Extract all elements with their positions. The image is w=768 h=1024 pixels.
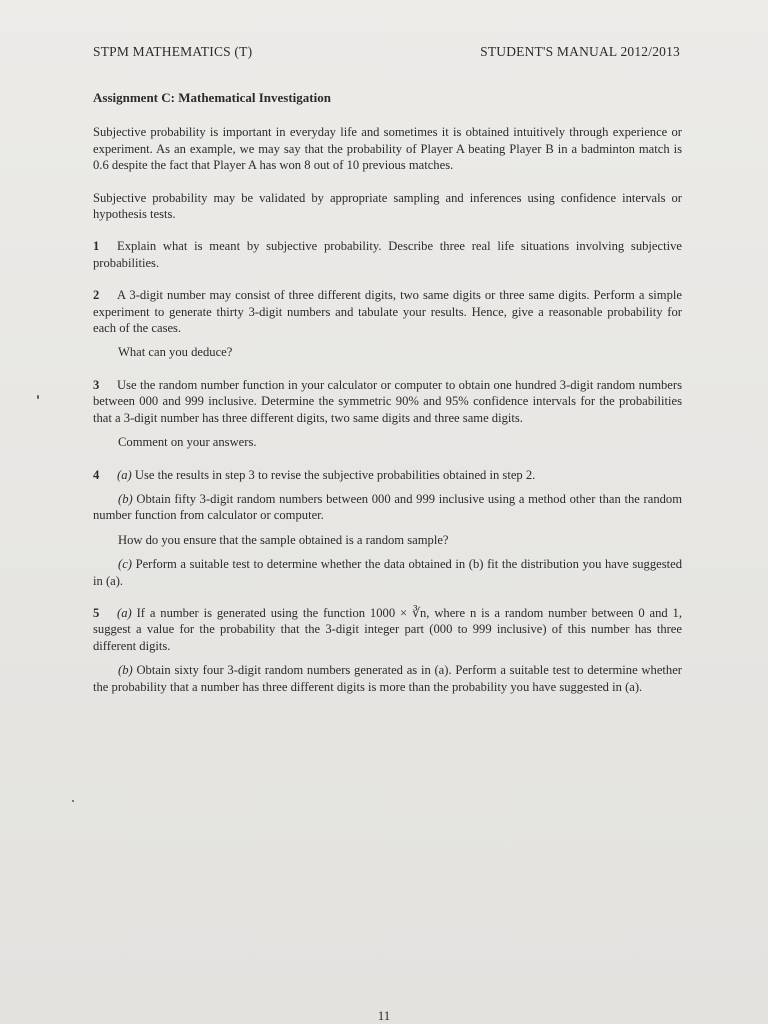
question-number: 2 <box>93 288 100 303</box>
question-5 <box>93 605 682 695</box>
document-body <box>93 90 682 711</box>
intro-paragraph-1: Subjective probability is important in everyday life and sometimes it is obtained intuitively through experience or experiment. As an example, we may say that the probability of Player A beating Player B in a badminton match is 0.6 despite the fact that Player A has won 8 out of 10 previous matches. <box>93 125 682 173</box>
question-number: 3 <box>93 377 100 392</box>
question-2 <box>93 287 682 361</box>
page-header <box>93 44 680 60</box>
assignment-title: Assignment C: Mathematical Investigation <box>93 90 331 105</box>
question-follow-up: What can you deduce? <box>118 345 233 360</box>
part-b-text: Obtain fifty 3-digit random numbers between 000 and 999 inclusive using a method other than the random number function from calculator or computer. <box>93 491 683 523</box>
question-4 <box>93 467 682 589</box>
intro-paragraph-2: Subjective probability may be validated by appropriate sampling and inferences using confidence intervals or hypothesis tests. <box>93 190 682 222</box>
part-a-text: Use the results in step 3 to revise the subjective probabilities obtained in step 2. <box>134 467 536 482</box>
part-label: (b) <box>118 663 133 678</box>
part-a-text-start: If a number is generated using the function 1000 × <box>136 605 412 620</box>
part-label: (c) <box>118 557 132 572</box>
part-label: (a) <box>117 605 132 620</box>
part-b <box>93 491 682 524</box>
question-follow-up: Comment on your answers. <box>118 435 257 450</box>
speck-mark <box>72 800 74 802</box>
question-number: 4 <box>93 467 100 482</box>
question-text: Explain what is meant by subjective probability. Describe three real life situations involving subjective probabilities. <box>93 239 682 270</box>
question-text: A 3-digit number may consist of three different digits, two same digits or three same digits. Perform a simple experiment to generate thirty 3-digit numbers and tabulate your results. Hence, give a reasonable probability for each of the cases. <box>93 288 682 336</box>
part-label: (b) <box>118 491 133 506</box>
question-3 <box>93 377 682 451</box>
header-manual: STUDENT'S MANUAL 2012/2013 <box>480 44 680 59</box>
part-b-follow-up: How do you ensure that the sample obtained is a random sample? <box>118 532 449 547</box>
part-c-text: Perform a suitable test to determine whether the data obtained in (b) fit the distribution you have suggested in (a). <box>93 557 682 588</box>
speck-mark <box>37 395 39 399</box>
question-1 <box>93 238 682 271</box>
question-number: 5 <box>93 605 100 620</box>
cube-root-formula: ∛n <box>411 605 427 620</box>
part-c <box>93 556 682 589</box>
part-b-text: Obtain sixty four 3-digit random numbers generated as in (a). Perform a suitable test to determine whether the probability that a number has three different digits is more than the probability you have suggested in (a). <box>93 663 682 694</box>
part-a-text-end: , where n is a random number between 0 and 1, suggest a value for the probability that the 3-digit integer part (000 to 999 inclusive) of this number has three different digits. <box>93 605 682 653</box>
page-number: 11 <box>377 1008 391 1023</box>
question-number: 1 <box>93 239 100 254</box>
part-b <box>93 662 682 695</box>
part-label: (a) <box>117 467 132 482</box>
header-course: STPM MATHEMATICS (T) <box>93 44 253 59</box>
question-text: Use the random number function in your calculator or computer to obtain one hundred 3-digit random numbers between 000 and 999 inclusive. Determine the symmetric 90% and 95% confidence intervals for the probabilities that a 3-digit number has three different digits, two same digits and three same digits. <box>93 377 682 425</box>
